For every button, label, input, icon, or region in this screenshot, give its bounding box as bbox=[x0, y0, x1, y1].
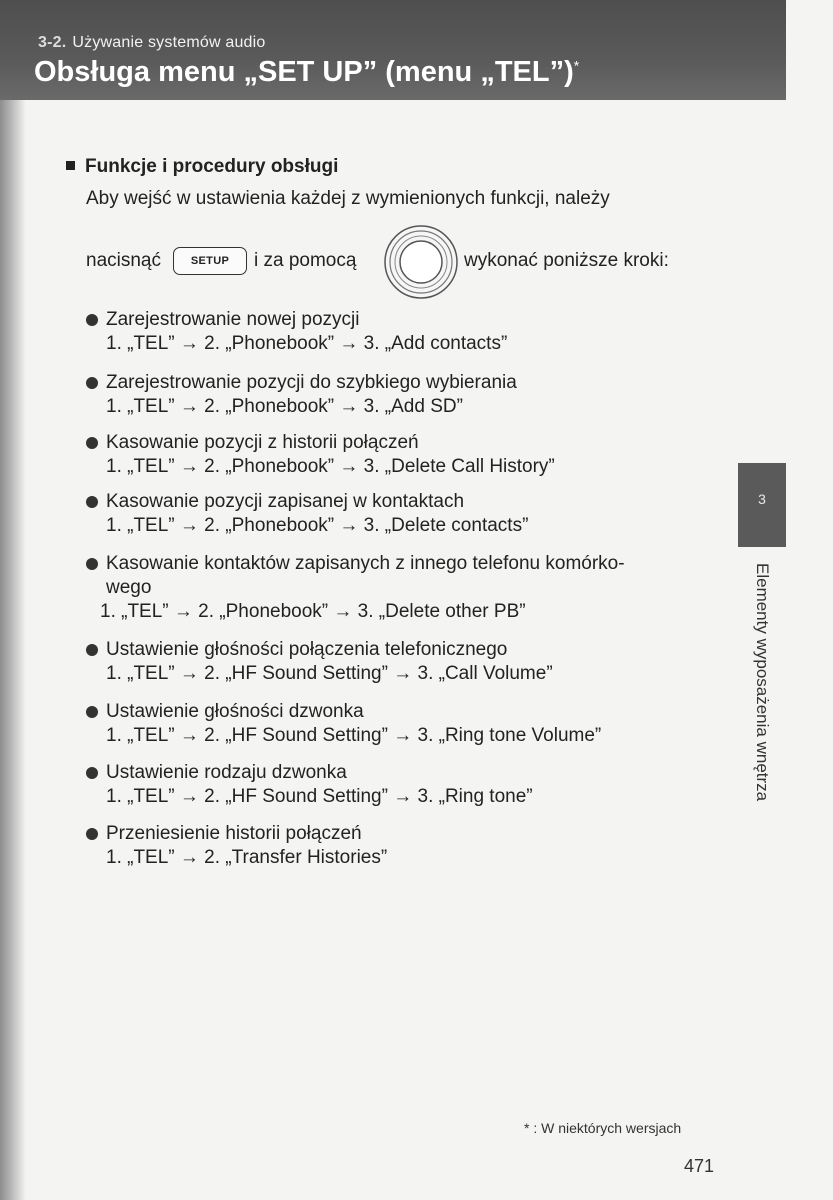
section-heading bbox=[38, 34, 266, 52]
item-title: Kasowanie pozycji z historii połączeń bbox=[86, 431, 706, 455]
item-title: Ustawienie głośności dzwonka bbox=[86, 700, 706, 724]
item-title: Zarejestrowanie nowej pozycji bbox=[86, 308, 706, 332]
tune-knob-icon bbox=[383, 224, 459, 300]
list-item bbox=[86, 308, 706, 356]
list-item bbox=[86, 822, 706, 870]
item-path: 1. „TEL” → 2. „HF Sound Setting” → 3. „Call Volume” bbox=[106, 663, 553, 684]
list-item bbox=[86, 638, 706, 686]
page-title bbox=[34, 56, 579, 89]
item-title: Kasowanie kontaktów zapisanych z innego telefonu komórko- bbox=[86, 552, 706, 576]
square-bullet-icon bbox=[66, 161, 75, 170]
section-title: Używanie systemów audio bbox=[72, 34, 266, 51]
subheading bbox=[66, 156, 338, 178]
item-path: 1. „TEL” → 2. „HF Sound Setting” → 3. „Ring tone” bbox=[106, 786, 533, 807]
setup-button-icon: SETUP bbox=[173, 247, 247, 275]
item-path: 1. „TEL” → 2. „Phonebook” → 3. „Delete contacts” bbox=[106, 515, 529, 536]
intro-press: nacisnąć bbox=[86, 250, 161, 271]
footnote: * : W niektórych wersjach bbox=[524, 1120, 682, 1136]
item-path: 1. „TEL” → 2. „Phonebook” → 3. „Delete Call History” bbox=[106, 456, 555, 477]
section-number: 3-2. bbox=[38, 34, 67, 51]
intro-middle: i za pomocą bbox=[254, 250, 357, 271]
item-path: 1. „TEL” → 2. „Phonebook” → 3. „Delete other PB” bbox=[100, 601, 526, 622]
item-title: Ustawienie głośności połączenia telefonicznego bbox=[86, 638, 706, 662]
page-number: 471 bbox=[684, 1156, 715, 1176]
item-path: 1. „TEL” → 2. „Phonebook” → 3. „Add SD” bbox=[106, 396, 463, 417]
list-item bbox=[86, 761, 706, 809]
item-path: 1. „TEL” → 2. „HF Sound Setting” → 3. „Ring tone Volume” bbox=[106, 725, 602, 746]
chapter-title: Elementy wyposażenia wnętrza bbox=[753, 563, 772, 802]
item-title: Przeniesienie historii połączeń bbox=[86, 822, 706, 846]
list-item bbox=[86, 700, 706, 748]
intro-line-1: Aby wejść w ustawienia każdej z wymienionych funkcji, należy bbox=[86, 188, 610, 209]
list-item bbox=[86, 371, 706, 419]
list-item bbox=[86, 431, 706, 479]
item-title-continued: wego bbox=[106, 577, 152, 598]
chapter-tab: 3 bbox=[738, 463, 786, 547]
list-item bbox=[86, 490, 706, 538]
item-path: 1. „TEL” → 2. „Transfer Histories” bbox=[106, 847, 388, 868]
page-binding-shadow bbox=[0, 0, 26, 1200]
item-title: Zarejestrowanie pozycji do szybkiego wybierania bbox=[86, 371, 706, 395]
list-item bbox=[86, 552, 706, 624]
page-header bbox=[0, 0, 786, 100]
item-title: Ustawienie rodzaju dzwonka bbox=[86, 761, 706, 785]
subheading-text: Funkcje i procedury obsługi bbox=[85, 156, 339, 177]
page-title-text: Obsługa menu „SET UP” (menu „TEL”) bbox=[34, 56, 574, 88]
item-path: 1. „TEL” → 2. „Phonebook” → 3. „Add contacts” bbox=[106, 333, 508, 354]
item-title: Kasowanie pozycji zapisanej w kontaktach bbox=[86, 490, 706, 514]
intro-end: wykonać poniższe kroki: bbox=[464, 250, 669, 271]
footnote-mark: * bbox=[573, 57, 580, 74]
